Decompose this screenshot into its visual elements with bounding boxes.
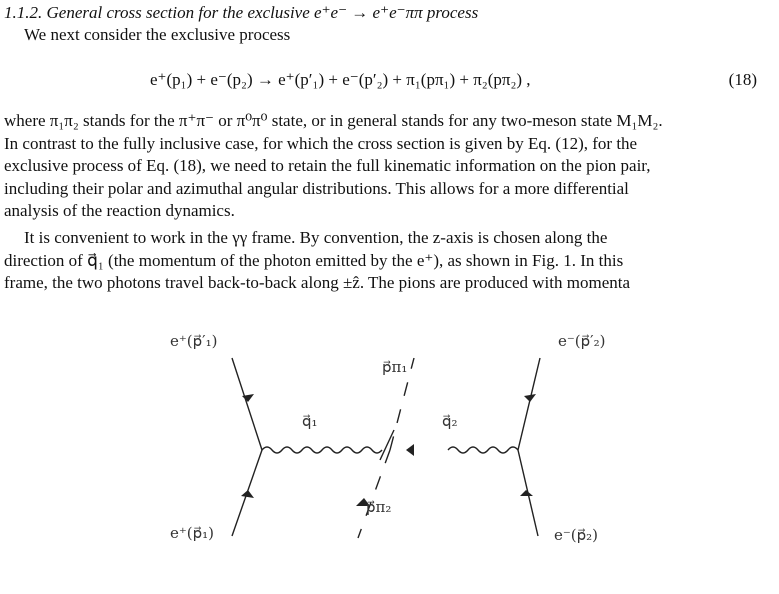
arrow-electron-right-in [520,490,533,496]
arrow-photon-right [406,444,414,456]
paragraph-frame [4,227,757,295]
text-line: including their polar and azimuthal angular distributions. This allows for a more differential [4,178,629,198]
text-line: In contrast to the fully inclusive case, for which the cross section is given by Eq. (12), for the [4,133,638,153]
label-top-right: e⁻(p⃗′₂) [558,332,606,350]
equation-body: e⁺(p₁) + e⁻(p₂) → e⁺(p′₁) + e⁻(p′₂) + π₁(pπ₁) + π₂(pπ₂) , [150,70,531,89]
section-heading: 1.1.2. General cross section for the exclusive e⁺e⁻ → e⁺e⁻ππ process [4,3,479,22]
photon-line-right [448,447,518,453]
label-bottom-left: e⁺(p⃗₁) [170,524,215,542]
label-photon-q2: q⃗₂ [442,412,458,430]
text-line: direction of q⃗₁ (the momentum of the photon emitted by the e⁺), as shown in Fig. 1. In this [4,250,624,270]
text-line: frame, the two photons travel back-to-back along ±ẑ. The pions are produced with momenta [4,273,631,293]
text-line: where π₁π₂ stands for the π⁺π⁻ or π⁰π⁰ state, or in general stands for any two-meson state M₁M₂. [4,111,663,130]
arrow-electron-right-out [524,394,536,402]
photon-line-left [262,447,382,453]
paragraph-pion-pair [4,110,757,223]
equation-18 [0,65,779,95]
paragraph-intro: We next consider the exclusive process [24,25,291,44]
arrow-electron-left-in [241,490,254,498]
feynman-diagram-figure [150,330,630,580]
label-photon-q1: q⃗₁ [302,412,318,430]
text-line: It is convenient to work in the γγ frame. By convention, the z-axis is chosen along the [24,228,608,247]
text-line: exclusive process of Eq. (18), we need to retain the full kinematic information on the pion pair, [4,156,651,176]
label-bottom-right: e⁻(p⃗₂) [554,526,599,544]
pion-line-bottom [358,450,390,538]
label-top-left: e⁺(p⃗′₁) [170,332,218,350]
label-pion-2: p⃗π₂ [366,498,392,516]
electron-line-right-out [518,358,540,450]
label-pion-1: p⃗π₁ [382,358,408,376]
equation-number: (18) [728,70,757,89]
electron-line-left-out [232,358,262,450]
text-line: analysis of the reaction dynamics. [4,201,235,221]
